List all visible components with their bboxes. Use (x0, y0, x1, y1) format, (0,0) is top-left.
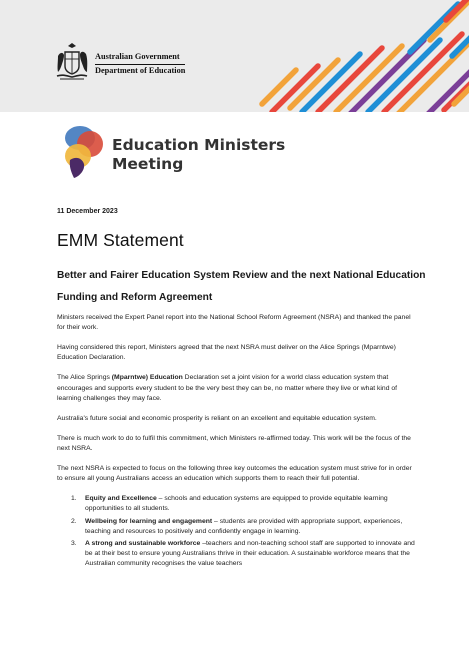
list-item-heading: Wellbeing for learning and engagement (85, 517, 213, 525)
emm-title-line1: Education Ministers (112, 136, 286, 154)
header-band (0, 0, 469, 112)
paragraph-2: Having considered this report, Ministers agreed that the next NSRA must deliver on the Alice Springs (Mparntwe) Education Declaration. (57, 344, 396, 362)
emm-logo-mark-icon (62, 124, 108, 182)
list-item (57, 494, 417, 514)
key-outcomes-list (57, 494, 417, 569)
paragraph-3-end: Declaration set a joint vision for a world class education system that encourages and supports every student to be the very best they can be, no matter where they live or what kind of learning challenges they may face. (57, 374, 398, 402)
government-logo (54, 42, 234, 86)
list-item-text: –teachers and non-teaching school staff are supported to innovate and be at their best to ensure young Australians thrive in their education. A sustainable workforce means that the Australian community recognises the value teachers (85, 540, 415, 568)
paragraph-4: Australia's future social and economic prosperity is reliant on an excellent and equitable education system. (57, 414, 377, 422)
paragraph-3-start: The Alice Springs (57, 374, 112, 382)
coat-of-arms-icon (54, 42, 90, 82)
statement-date: 11 December 2023 (57, 208, 118, 215)
government-name: Australian Government (95, 52, 185, 65)
page-title: EMM Statement (57, 230, 184, 250)
statement-subtitle: Better and Fairer Education System Review and the next National Education Funding and Reform Agreement (57, 270, 426, 303)
paragraph-6: The next NSRA is expected to focus on the following three key outcomes the education system must strive for in order to ensure all young Australians access an education which supports them to reach their full potential. (57, 465, 412, 483)
statement-body (57, 313, 417, 572)
list-item-text: – students are provided with appropriate support, experiences, teaching and resources to positively and confidently engage in learning. (85, 517, 403, 535)
paragraph-3-emphasis: (Mparntwe) Education (111, 374, 183, 382)
paragraph-5: There is much work to do to fulfil this commitment, which Ministers re-affirmed today. This work will be the focus of the next NSRA. (57, 434, 411, 453)
paragraph-1: Ministers received the Expert Panel report into the National School Reform Agreement (NSRA) and thanked the panel for their work. (57, 314, 411, 332)
list-item-number: 3. (71, 540, 77, 548)
emm-title-line2: Meeting (112, 155, 184, 173)
list-item-number: 1. (71, 495, 77, 503)
list-item-heading: A strong and sustainable workforce (85, 540, 201, 548)
list-item (57, 539, 417, 570)
emm-logo (62, 124, 362, 184)
list-item-text: – schools and education systems are equipped to provide equitable learning opportunities to all students. (85, 495, 388, 513)
department-name: Department of Education (95, 65, 186, 75)
list-item-heading: Equity and Excellence (85, 495, 157, 503)
list-item-number: 2. (71, 517, 77, 525)
paragraph-3 (57, 373, 417, 404)
list-item (57, 517, 417, 537)
